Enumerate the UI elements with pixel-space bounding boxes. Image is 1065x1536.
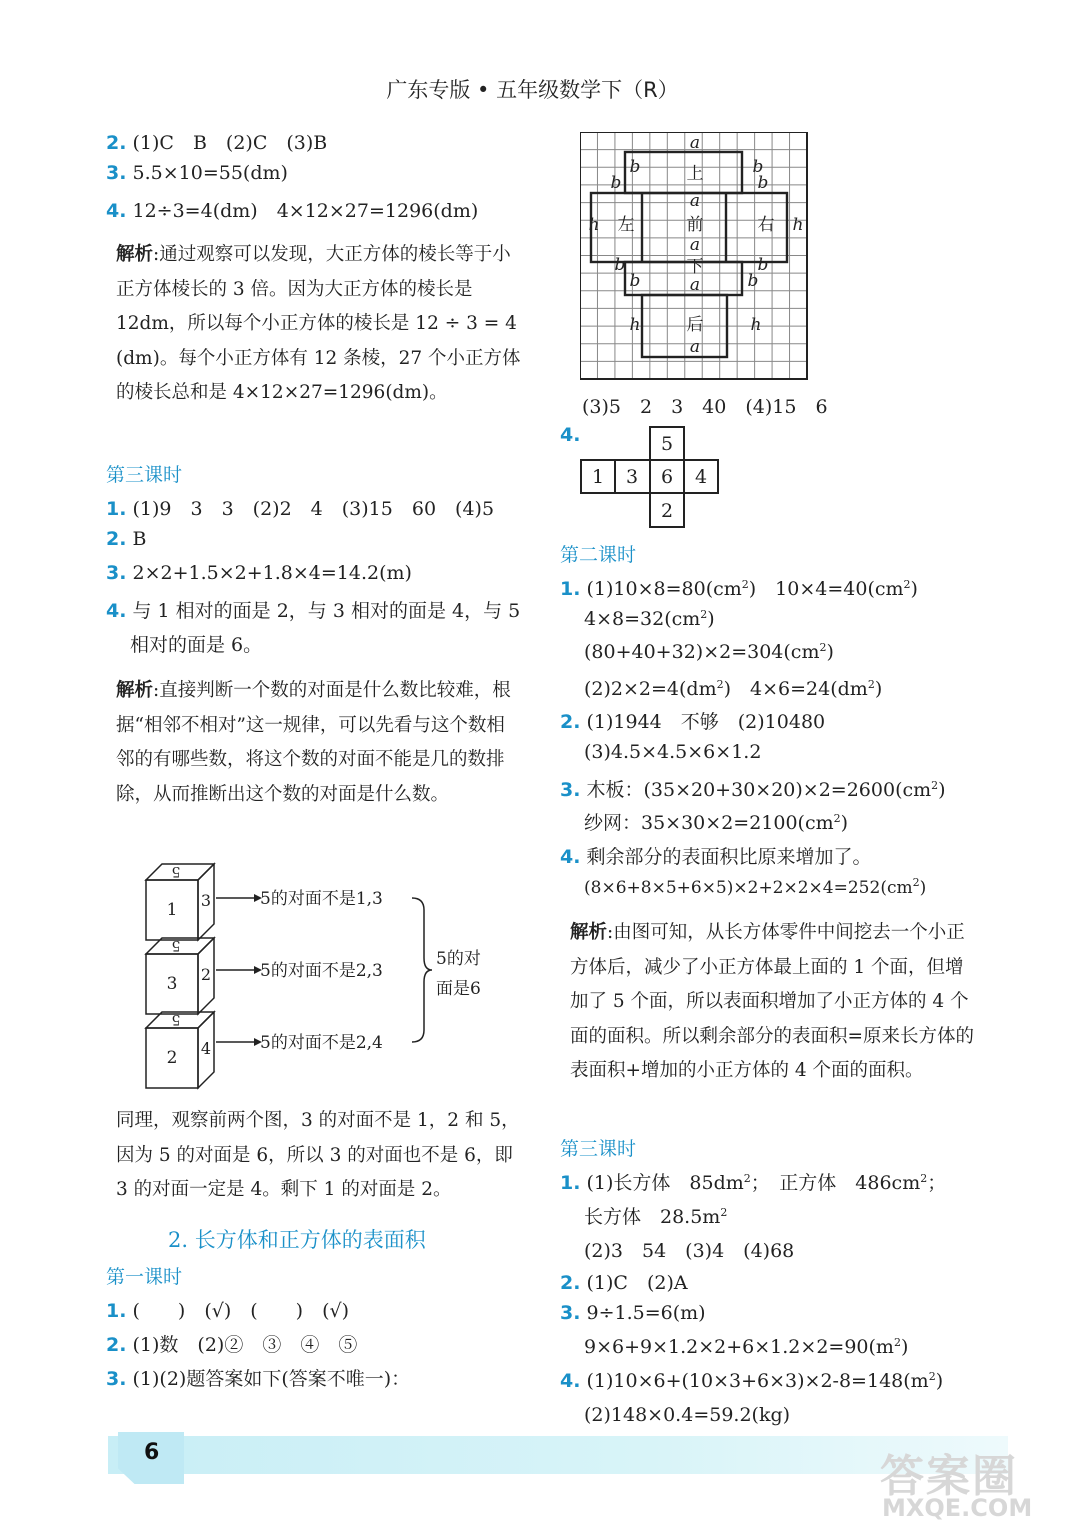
cube-2-side: 2 xyxy=(200,965,212,984)
cube-1-note: 5的对面不是1,3 xyxy=(260,889,383,909)
answer-line: 1. (1)长方体 $85dm^2$； 正方体 $486cm^2$； xyxy=(560,1172,947,1194)
cube-2-top: 5 xyxy=(171,937,181,953)
watermark-url: MXQE.COM xyxy=(882,1494,1033,1522)
label-h: h xyxy=(792,215,804,235)
cube-1-top: 5 xyxy=(171,863,181,879)
section-heading: 第三课时 xyxy=(106,464,183,486)
answer-line: (2)3 54 (3)4 (4)68 xyxy=(584,1240,795,1262)
answer-line: 4. 剩余部分的表面积比原来增加了。 xyxy=(560,846,872,868)
answer-line: $(2)2\times 2=4(dm^2)$ $4\times 6=24(dm^2)$ xyxy=(584,678,883,700)
net-top: 5 xyxy=(660,433,674,455)
face-left: 左 xyxy=(617,215,635,235)
answer-line: 3. (1)(2)题答案如下(答案不唯一)： xyxy=(106,1368,411,1390)
unit-title: 2. 长方体和正方体的表面积 xyxy=(168,1228,426,1252)
label-b: b xyxy=(614,255,626,275)
net-row-2: 3 xyxy=(625,466,639,488)
answer-line: (3)4.5×4.5×6×1.2 xyxy=(584,741,762,763)
analysis-paragraph: 同理，观察前两个图，3 的对面不是 1，2 和 5，因为 5 的对面是 6，所以 3 的对面也不是 6，即 3 的对面一定是 4。剩下 1 的对面是 2。 xyxy=(116,1110,520,1200)
cuboid-net-grid xyxy=(580,132,810,382)
cube-3-note: 5的对面不是2,4 xyxy=(260,1033,383,1053)
answer-line: 1. $(1)10\times 8=80(cm^2)$ $10\times 4=40(cm^2)$ xyxy=(560,578,918,600)
face-right: 右 xyxy=(757,215,775,235)
cube-net xyxy=(580,426,720,530)
answer-line: $4\times 8=32(cm^2)$ xyxy=(584,608,715,630)
cube-1-side: 3 xyxy=(200,891,212,910)
answer-line: 4. $(1)10\times 6+(10\times 3+6\times 3)\times 2-8=148(m^2)$ xyxy=(560,1370,944,1392)
section-heading: 第二课时 xyxy=(560,544,637,566)
label-b: b xyxy=(610,173,622,193)
section-heading: 第一课时 xyxy=(106,1266,183,1288)
label-b: b xyxy=(757,173,769,193)
label-h: h xyxy=(629,315,641,335)
face-front: 前 xyxy=(686,215,704,235)
analysis-paragraph: 解析:直接判断一个数的对面是什么数比较难，根据“相邻不相对”这一规律，可以先看与这个数相邻的有哪些数，将这个数的对面不能是几的数排除，从而推断出这个数的对面是什么数。 xyxy=(116,680,511,805)
answer-line: (3)5 2 3 40 (4)15 6 xyxy=(582,396,828,418)
question-number: 4. xyxy=(560,424,581,446)
cube-2-note: 5的对面不是2,3 xyxy=(260,961,383,981)
answer-line: 1. ( ) (√) ( ) (√) xyxy=(106,1300,350,1322)
label-a: a xyxy=(689,191,701,211)
face-back: 后 xyxy=(686,315,704,335)
cube-3-front: 2 xyxy=(166,1048,178,1068)
page-header: 广东专版 • 五年级数学下（R） xyxy=(386,78,679,102)
label-b: b xyxy=(747,271,759,291)
label-a: a xyxy=(689,337,701,357)
face-bottom: 下 xyxy=(686,257,704,277)
label-a: a xyxy=(689,235,701,255)
label-b: b xyxy=(629,271,641,291)
answer-line: (2)148×0.4=59.2(kg) xyxy=(584,1404,791,1426)
label-h: h xyxy=(750,315,762,335)
answer-line: 1. (1)9 3 3 (2)2 4 (3)15 60 (4)5 xyxy=(106,498,495,520)
label-a: a xyxy=(689,275,701,295)
answer-line: 4. 与 1 相对的面是 2，与 3 相对的面是 4，与 5 xyxy=(106,600,521,622)
cube-diagram xyxy=(130,858,510,1090)
page-number: 6 xyxy=(144,1440,160,1465)
analysis-paragraph: 解析:由图可知，从长方体零件中间挖去一个小正方体后，减少了小正方体最上面的 1 个面，但增加了 5 个面，所以表面积增加了小正方体的 4 个面的面积。所以剩余部分的表面积=原来长方体的表面积+增加的小正方体的 4 个面的面积。 xyxy=(570,922,975,1081)
footer-band xyxy=(108,1436,1008,1474)
analysis-paragraph: 解析:通过观察可以发现，大正方体的棱长等于小正方体棱长的 3 倍。因为大正方体的棱长是 12dm，所以每个小正方体的棱长是 12 ÷ 3 = 4 (dm)。每个小正方体有 12 条棱，27 个小正方体的棱长总和是 4×12×27=1296(dm)。 xyxy=(116,244,521,403)
answer-line: 长方体 $28.5m^2$ xyxy=(584,1206,728,1228)
answer-line: 2. B xyxy=(106,528,147,550)
cube-3-top: 5 xyxy=(171,1011,181,1027)
label-b: b xyxy=(752,157,764,177)
answer-line: 2. (1)1944 不够 (2)10480 xyxy=(560,711,826,733)
label-h: h xyxy=(588,215,600,235)
answer-line: 3. 5.5×10=55(dm) xyxy=(106,162,288,184)
label-b: b xyxy=(629,157,641,177)
answer-line: 纱网：$35\times 30\times 2=2100(cm^2)$ xyxy=(584,812,849,834)
net-bottom: 2 xyxy=(660,500,674,522)
answer-line: 3. 木板：$(35\times 20+30\times 20)\times 2=2600(cm^2)$ xyxy=(560,779,946,801)
label-a: a xyxy=(689,133,701,153)
net-row-3: 6 xyxy=(660,466,674,488)
answer-line: $(80+40+32)\times 2=304(cm^2)$ xyxy=(584,641,834,663)
cube-1-front: 1 xyxy=(166,900,178,920)
answer-line: 2. (1)C B (2)C (3)B xyxy=(106,132,328,154)
answer-line: 相对的面是 6。 xyxy=(130,634,263,656)
answer-line: $9\times 6+9\times 1.2\times 2+6\times 1.2\times 2=90(m^2)$ xyxy=(584,1336,909,1358)
watermark-logo: 答案圈 xyxy=(880,1451,1018,1502)
cube-2-front: 3 xyxy=(166,974,178,994)
conclusion-line-1: 5的对 xyxy=(436,949,481,969)
label-b: b xyxy=(757,255,769,275)
answer-line: 4. 12÷3=4(dm) 4×12×27=1296(dm) xyxy=(106,200,479,222)
net-row-4: 4 xyxy=(694,466,708,488)
answer-line: 2. (1)数 (2)② ③ ④ ⑤ xyxy=(106,1334,358,1356)
section-heading: 第三课时 xyxy=(560,1138,637,1160)
net-row-1: 1 xyxy=(591,466,605,488)
answer-line: $(8\times 6+8\times 5+6\times 5)\times 2+2\times 2\times 4=252(cm^2)$ xyxy=(584,876,927,898)
brace xyxy=(412,898,432,1042)
answer-line: 3. 9÷1.5=6(m) xyxy=(560,1302,706,1324)
face-top: 上 xyxy=(686,164,704,184)
answer-line: 2. (1)C (2)A xyxy=(560,1272,688,1294)
cube-3-side: 4 xyxy=(200,1039,212,1058)
conclusion-line-2: 面是6 xyxy=(436,979,481,999)
answer-line: 3. 2×2+1.5×2+1.8×4=14.2(m) xyxy=(106,562,412,584)
